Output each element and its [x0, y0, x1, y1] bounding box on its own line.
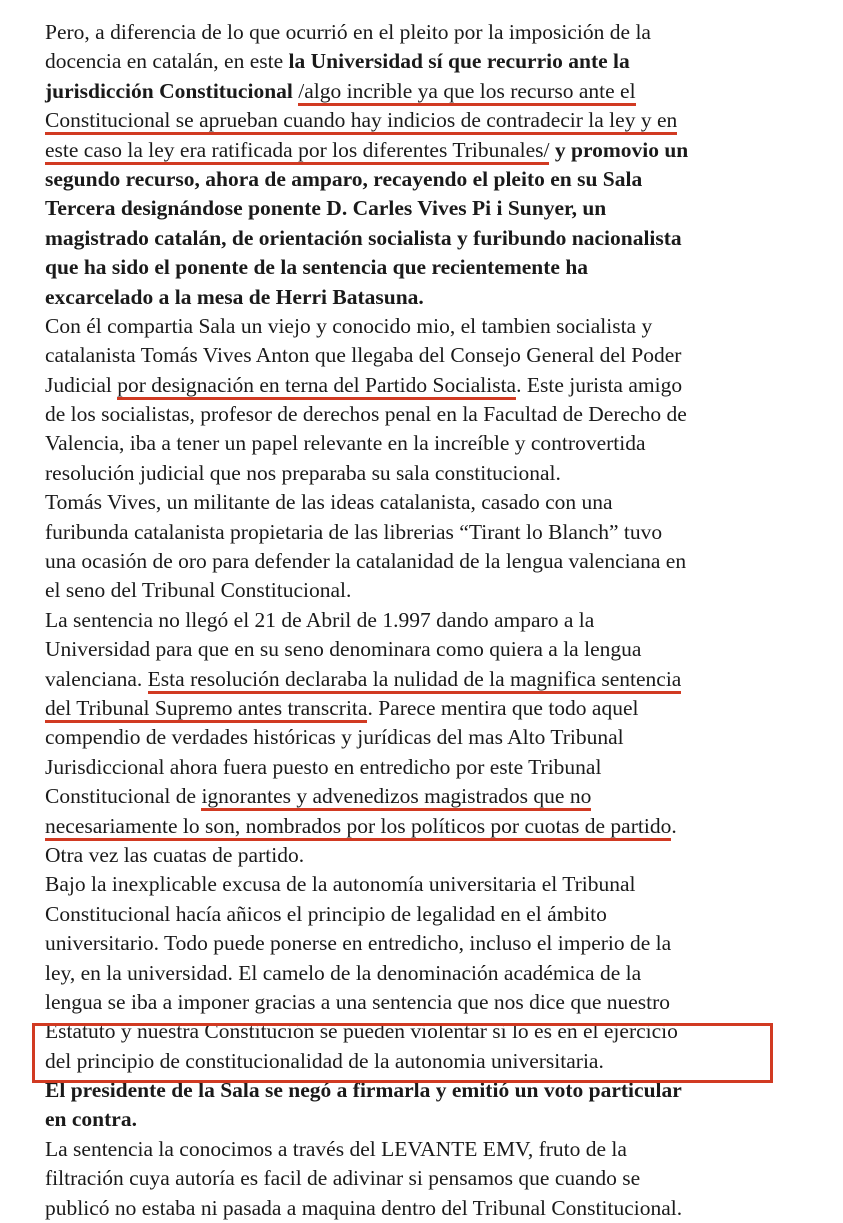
text-segment: valenciana.: [45, 666, 148, 691]
text-segment: Universidad para que en su seno denominara como quiera a la lengua: [45, 637, 642, 662]
text-line: [45, 1105, 835, 1134]
underlined-text: ignorantes y advenedizos magistrados que no: [201, 784, 591, 811]
text-line: [45, 312, 835, 341]
text-line: [45, 136, 835, 165]
text-line: [45, 518, 835, 547]
text-line: [45, 753, 835, 782]
bold-text: segundo recurso, ahora de amparo, recayendo el pleito en su Sala: [45, 166, 643, 191]
paragraph: [45, 1076, 835, 1135]
text-line: [45, 429, 835, 458]
text-line: [45, 870, 835, 899]
bold-text: Tercera designándose ponente D. Carles Vives Pi i Sunyer, un: [45, 196, 607, 221]
text-line: [45, 47, 835, 76]
text-segment: publicó no estaba ni pasada a maquina dentro del Tribunal Constitucional.: [45, 1195, 683, 1220]
text-line: [45, 106, 835, 135]
text-segment: ley, en la universidad. El camelo de la denominación académica de la: [45, 960, 642, 985]
underlined-text: Constitucional se aprueban cuando hay indicios de contradecir la ley y en: [45, 108, 677, 135]
text-line: [45, 400, 835, 429]
text-segment: .: [671, 813, 677, 838]
bold-text: jurisdicción Constitucional: [45, 78, 299, 103]
text-segment: resolución judicial que nos preparaba su sala constitucional.: [45, 460, 561, 485]
text-line: [45, 341, 835, 370]
paragraph: [45, 1135, 835, 1223]
text-segment: filtración cuya autoría es facil de adivinar si pensamos que cuando se: [45, 1166, 641, 1191]
text-segment: Con él compartia Sala un viejo y conocido mio, el tambien socialista y: [45, 313, 653, 338]
text-line: [45, 1194, 835, 1223]
text-line: [45, 576, 835, 605]
text-line: [45, 988, 835, 1017]
bold-text: El presidente de la Sala se negó a firmarla y emitió un voto particular: [45, 1078, 682, 1103]
text-line: [45, 929, 835, 958]
text-segment: . Este jurista amigo: [516, 372, 683, 397]
text-line: [45, 18, 835, 47]
text-line: [45, 547, 835, 576]
text-segment: La sentencia la conocimos a través del LEVANTE EMV, fruto de la: [45, 1136, 627, 1161]
text-line: [45, 459, 835, 488]
text-segment: docencia en catalán, en este: [45, 49, 289, 74]
text-line: [45, 606, 835, 635]
text-line: [45, 77, 835, 106]
paragraph: [45, 488, 835, 606]
underlined-text: Esta resolución declaraba la nulidad de la magnifica sentencia: [148, 667, 682, 694]
text-line: [45, 194, 835, 223]
paragraph: [45, 312, 835, 488]
text-segment: Tomás Vives, un militante de las ideas catalanista, casado con una: [45, 490, 613, 515]
text-segment: Bajo la inexplicable excusa de la autonomía universitaria el Tribunal: [45, 872, 636, 897]
bold-text: en contra.: [45, 1107, 137, 1132]
text-segment: Jurisdiccional ahora fuera puesto en entredicho por este Tribunal: [45, 754, 602, 779]
text-segment: . Parece mentira que todo aquel: [367, 695, 639, 720]
text-segment: Valencia, iba a tener un papel relevante en la increíble y controvertida: [45, 431, 646, 456]
bold-text: y promovio un: [549, 137, 689, 162]
underlined-text: este caso la ley era ratificada por los diferentes Tribunales/: [45, 138, 549, 165]
text-line: [45, 253, 835, 282]
text-segment: una ocasión de oro para defender la catalanidad de la lengua valenciana en: [45, 549, 687, 574]
bold-text: magistrado catalán, de orientación socialista y furibundo nacionalista: [45, 225, 682, 250]
text-segment: universitario. Todo puede ponerse en entredicho, incluso el imperio de la: [45, 931, 672, 956]
text-segment: La sentencia no llegó el 21 de Abril de 1.997 dando amparo a la: [45, 607, 595, 632]
text-line: [45, 635, 835, 664]
text-line: [45, 665, 835, 694]
text-line: [45, 283, 835, 312]
text-line: [45, 165, 835, 194]
text-line: [45, 1135, 835, 1164]
text-segment: compendio de verdades históricas y jurídicas del mas Alto Tribunal: [45, 725, 624, 750]
text-segment: lengua se iba a imponer gracias a una sentencia que nos dice que nuestro: [45, 989, 671, 1014]
underlined-text: /algo incrible ya que los recurso ante el: [298, 79, 635, 106]
text-line: [45, 812, 835, 841]
text-segment: Estatuto y nuestra Constitución se pueden violentar si lo es en el ejercicio: [45, 1019, 678, 1044]
paragraph: [45, 18, 835, 312]
paragraph: [45, 606, 835, 871]
text-line: [45, 959, 835, 988]
text-segment: Constitucional hacía añicos el principio de legalidad en el ámbito: [45, 901, 607, 926]
text-line: [45, 694, 835, 723]
text-segment: furibunda catalanista propietaria de las librerias “Tirant lo Blanch” tuvo: [45, 519, 663, 544]
text-line: [45, 1164, 835, 1193]
text-segment: Constitucional de: [45, 784, 202, 809]
text-segment: el seno del Tribunal Constitucional.: [45, 578, 352, 603]
bold-text: que ha sido el ponente de la sentencia que recientemente ha: [45, 255, 589, 280]
text-segment: del principio de constitucionalidad de la autonomia universitaria.: [45, 1048, 604, 1073]
underlined-text: por designación en terna del Partido Socialista: [117, 373, 516, 400]
text-line: [45, 782, 835, 811]
text-line: [45, 488, 835, 517]
underlined-text: necesariamente lo son, nombrados por los políticos por cuotas de partido: [45, 814, 671, 841]
bold-text: la Universidad sí que recurrio ante la: [288, 49, 630, 74]
text-segment: Pero, a diferencia de lo que ocurrió en el pleito por la imposición de la: [45, 20, 651, 44]
text-segment: Judicial: [45, 372, 118, 397]
text-line: [45, 900, 835, 929]
text-line: [45, 371, 835, 400]
text-line: [45, 723, 835, 752]
highlight-box: [32, 1023, 773, 1083]
bold-text: excarcelado a la mesa de Herri Batasuna.: [45, 284, 424, 309]
text-line: [45, 841, 835, 870]
text-segment: catalanista Tomás Vives Anton que llegaba del Consejo General del Poder: [45, 343, 682, 368]
text-line: [45, 224, 835, 253]
underlined-text: del Tribunal Supremo antes transcrita: [45, 696, 367, 723]
text-segment: de los socialistas, profesor de derechos penal en la Facultad de Derecho de: [45, 402, 687, 427]
text-segment: Otra vez las cuatas de partido.: [45, 842, 305, 867]
